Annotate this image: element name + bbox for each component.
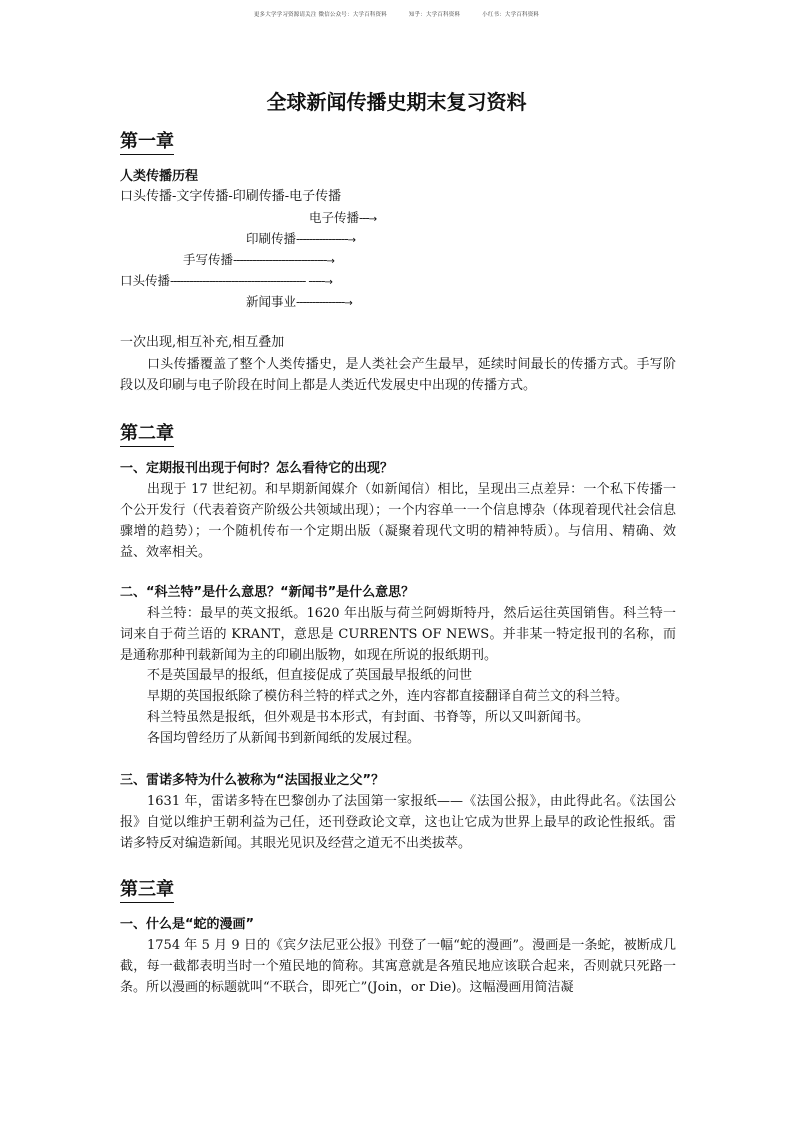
timeline-label: 手写传播	[183, 252, 234, 267]
arrow-right-icon: →	[324, 277, 333, 288]
chapter2-heading: 第二章	[120, 423, 174, 447]
chapter1-heading: 第一章	[120, 131, 174, 155]
header-xiaohongshu: 小红书：大学百科资料	[482, 12, 540, 18]
chapter2-q2-line: 各国均曾经历了从新闻书到新闻纸的发展过程。	[147, 731, 421, 746]
chapter1-stages-line: 口头传播-文字传播-印刷传播-电子传播	[120, 189, 342, 204]
chapter2-q2-title: 二、“科兰特”是什么意思？“新闻书”是什么意思？	[120, 585, 415, 600]
timeline-dashes: ----------------	[296, 231, 348, 246]
arrow-right-icon: →	[347, 235, 356, 246]
chapter2-q2-line: 早期的英国报纸除了模仿科兰特的样式之外，连内容都直接翻译自荷兰文的科兰特。	[147, 689, 629, 704]
arrow-right-icon: →	[368, 214, 378, 225]
timeline-row-oral	[120, 272, 333, 292]
timeline-row-electronic	[309, 209, 377, 229]
header-wechat: 更多大学学习资源请关注 微信公众号：大学百科资料	[253, 12, 387, 18]
timeline-label: 印刷传播	[246, 231, 297, 246]
timeline-label: 口头传播	[120, 273, 171, 288]
timeline-label: 新闻事业	[246, 294, 297, 309]
chapter3-q1-paragraph: 1754 年 5 月 9 日的《宾夕法尼亚公报》刊登了一幅“蛇的漫画”。漫画是一条蛇，被断成几截，每一截都表明当时一个殖民地的简称。其寓意就是各殖民地应该联合起来，否则就只死路一条。所以漫画的标题就叫“不联合，即死亡”(Join，or Die)。这幅漫画用简洁凝	[120, 938, 676, 995]
chapter1-paragraph: 口头传播覆盖了整个人类传播史，是人类社会产生最早，延续时间最长的传播方式。手写阶段以及印刷与电子阶段在时间上都是人类近代发展史中出现的传播方式。	[120, 357, 676, 393]
header-zhihu: 知乎：大学百科资料	[408, 12, 461, 18]
chapter2-q2-line: 不是英国最早的报纸，但直接促成了英国最早报纸的问世	[147, 668, 473, 683]
arrow-right-icon: →	[326, 256, 335, 267]
chapter2-q3-paragraph: 1631 年，雷诺多特在巴黎创办了法国第一家报纸——《法国公报》，由此得此名。《法国公报》自觉以维护王朝利益为己任，还刊登政论文章，这也让它成为世界上最早的政论性报纸。雷诺多特反对编造新闻。其眼光见识及经营之道无不出类拔萃。	[120, 794, 676, 851]
document-title: 全球新闻传播史期末复习资料	[266, 90, 527, 114]
timeline-row-news	[246, 293, 353, 313]
chapter2-q1-title: 一、定期报刊出现于何时？怎么看待它的出现？	[120, 461, 394, 476]
timeline-dashes: ---	[359, 210, 369, 225]
chapter1-summary: 一次出现,相互补充,相互叠加	[120, 335, 285, 350]
timeline-row-handwriting	[183, 251, 335, 271]
timeline-dashes: ---------------	[296, 294, 345, 309]
chapter2-q1-paragraph: 出现于 17 世纪初。和早期新闻媒介（如新闻信）相比，呈现出三点差异：一个私下传播一个公开发行（代表着资产阶级公共领域出现）；一个内容单一一个信息博杂（体现着现代社会信息骤增的趋势）；一个随机传布一个定期出版（凝聚着现代文明的精神特质）。与信用、精确、效益、效率相关。	[120, 482, 676, 560]
timeline-label: 电子传播	[309, 210, 360, 225]
chapter3-q1-title: 一、什么是“蛇的漫画”	[120, 917, 255, 932]
arrow-right-icon: →	[344, 298, 353, 309]
chapter1-subheading: 人类传播历程	[120, 169, 199, 184]
chapter2-q2-line: 科兰特虽然是报纸，但外观是书本形式，有封面、书脊等，所以又叫新闻书。	[147, 710, 590, 725]
chapter3-heading: 第三章	[120, 879, 174, 903]
chapter2-q3-title: 三、雷诺多特为什么被称为“法国报业之父”？	[120, 773, 385, 788]
chapter2-q2-paragraph: 科兰特：最早的英文报纸。1620 年出版与荷兰阿姆斯特丹，然后运往英国销售。科兰特一词来自于荷兰语的 KRANT，意思是 CURRENTS OF NEWS。并非某一特定报刊的名称，而是通称那种刊载新闻为主的印刷出版物，如现在所说的报纸期刊。	[120, 606, 676, 663]
timeline-row-print	[246, 230, 356, 250]
page-header	[0, 10, 793, 18]
timeline-dashes: -----------------------------	[233, 252, 327, 267]
timeline-dashes: ------------------------------------------ -----	[170, 273, 325, 288]
